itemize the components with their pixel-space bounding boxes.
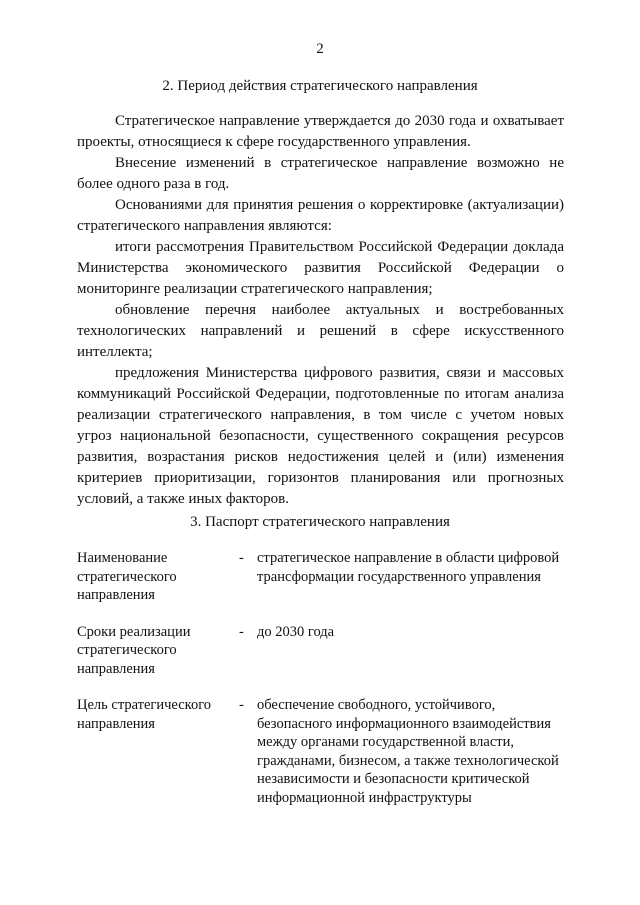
row-value: обеспечение свободного, устойчивого, безопасного информационного взаимодействия между органами государственной власти, гражданами, бизнесом, а также технологической независимости и безопасности критической информационной инфраструктуры (257, 697, 559, 806)
page-number: 2 (316, 41, 324, 57)
row-value: стратегическое направление в области цифровой трансформации государственного управления (257, 550, 560, 585)
row-dash: - (239, 697, 244, 713)
list-item: обновление перечня наиболее актуальных и востребованных технологических направлений и решений в сфере искусственного интеллекта; (77, 302, 564, 360)
row-dash: - (239, 550, 244, 566)
section-3-title: 3. Паспорт стратегического направления (190, 514, 450, 530)
passport-row-goal (77, 696, 567, 807)
section-2-title: 2. Период действия стратегического направления (162, 78, 478, 94)
paragraph: Внесение изменений в стратегическое направление возможно не более одного раза в год. (77, 155, 564, 192)
paragraph: Основаниями для принятия решения о корректировке (актуализации) стратегического направления являются: (77, 197, 564, 234)
row-label: Цель стратегического направления (77, 697, 212, 732)
list-item: предложения Министерства цифрового развития, связи и массовых коммуникаций Российской Федерации, подготовленные по итогам анализа реализации стратегического направления, в том числе с учетом новых угроз национальной безопасности, существенного сокращения ресурсов развития, возрастания рисков недостижения целей и (или) изменения критериев приоритизации, горизонтов планирования или прогнозных условий, а также иных факторов. (77, 365, 564, 507)
passport-table (77, 549, 567, 825)
row-value: до 2030 года (257, 623, 335, 640)
passport-row-name (77, 549, 567, 605)
paragraph: Стратегическое направление утверждается до 2030 года и охватывает проекты, относящиеся к сфере государственного управления. (77, 113, 564, 150)
row-dash: - (239, 623, 244, 640)
row-label: Наименование стратегического направления (77, 550, 177, 603)
list-item: итоги рассмотрения Правительством Российской Федерации доклада Министерства экономического развития Российской Федерации о мониторинге реализации стратегического направления; (77, 239, 564, 297)
passport-row-period (77, 623, 567, 679)
row-label: Сроки реализации стратегического направления (77, 623, 191, 677)
section-2-body (77, 111, 564, 510)
